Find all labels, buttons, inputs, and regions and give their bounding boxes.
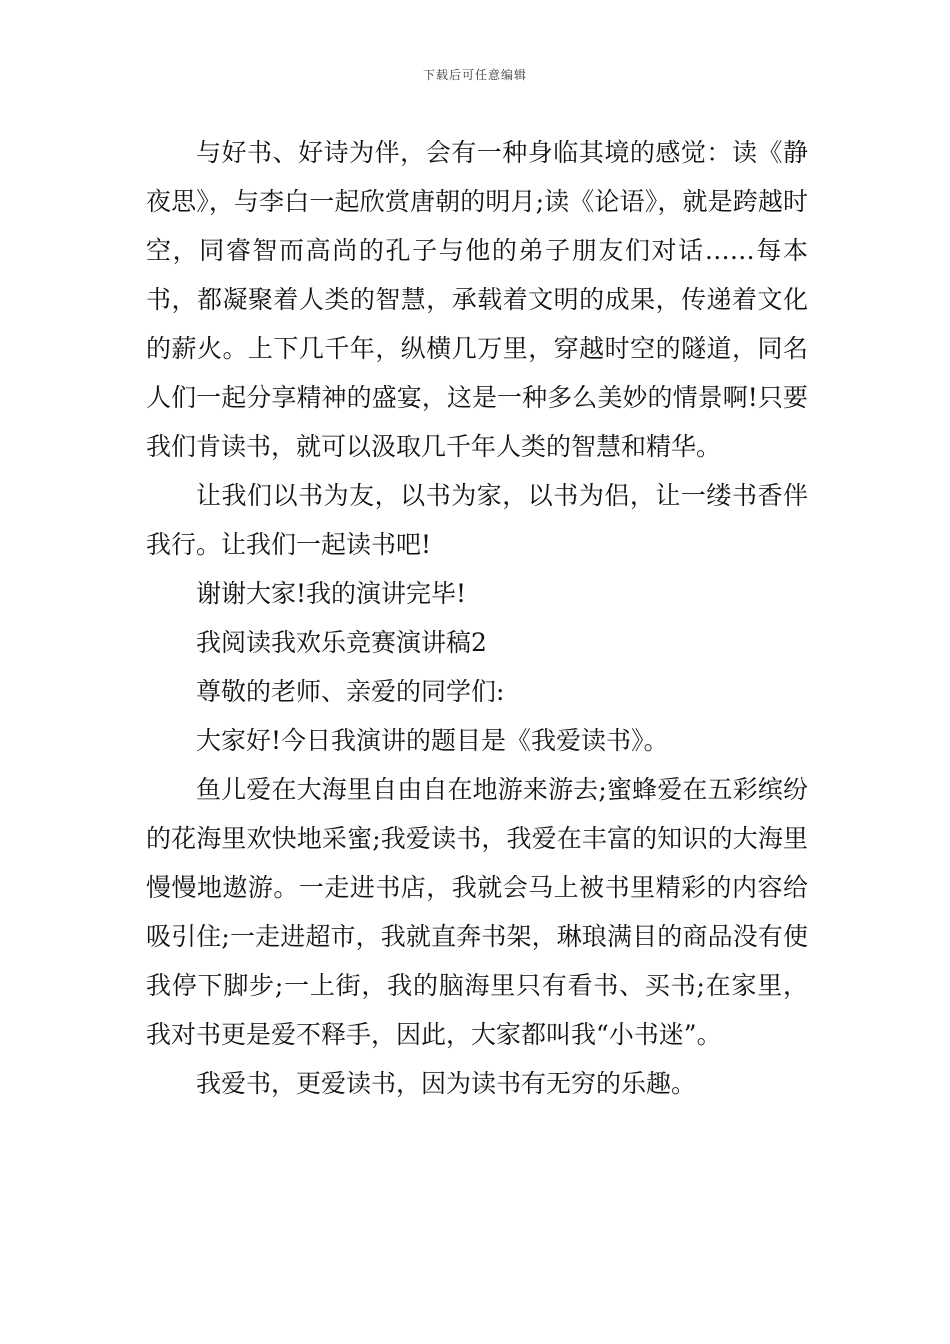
paragraph-reading-joy: 我爱书，更爱读书，因为读书有无穷的乐趣。	[196, 1069, 697, 1098]
page-header: 下载后可任意编辑	[422, 68, 527, 82]
paragraph-books-as-friends: 让我们以书为友，以书为家，以书为侣，让一缕书香伴我行。让我们一起读书吧!	[146, 481, 808, 559]
paragraph-thanks: 谢谢大家!我的演讲完毕!	[196, 579, 467, 608]
paragraph-speech-topic: 大家好!今日我演讲的题目是《我爱读书》。	[196, 726, 669, 755]
paragraph-book-lover: 鱼儿爱在大海里自由自在地游来游去;蜜蜂爱在五彩缤纷的花海里欢快地采蜜;我爱读书，我爱在丰富的知识的大海里慢慢地遨游。一走进书店，我就会马上被书里精彩的内容给吸引住;一走进超市，我就直奔书架，琳琅满目的商品没有使我停下脚步;一上街，我的脑海里只有看书、买书;在家里，我对书更是爱不释手，因此，大家都叫我“小书迷”。	[146, 775, 808, 1049]
speech-title-2: 我阅读我欢乐竞赛演讲稿2	[196, 628, 487, 657]
paragraph-greeting-audience: 尊敬的老师、亲爱的同学们:	[196, 677, 505, 706]
paragraph-reading-companions: 与好书、好诗为伴，会有一种身临其境的感觉：读《静夜思》，与李白一起欣赏唐朝的明月;读《论语》，就是跨越时空，同睿智而高尚的孔子与他的弟子朋友们对话……每本书，都凝聚着人类的智慧，承载着文明的成果，传递着文化的薪火。上下几千年，纵横几万里，穿越时空的隧道，同名人们一起分享精神的盛宴，这是一种多么美妙的情景啊!只要我们肯读书，就可以汲取几千年人类的智慧和精华。	[146, 138, 808, 461]
document-body	[146, 128, 808, 1108]
